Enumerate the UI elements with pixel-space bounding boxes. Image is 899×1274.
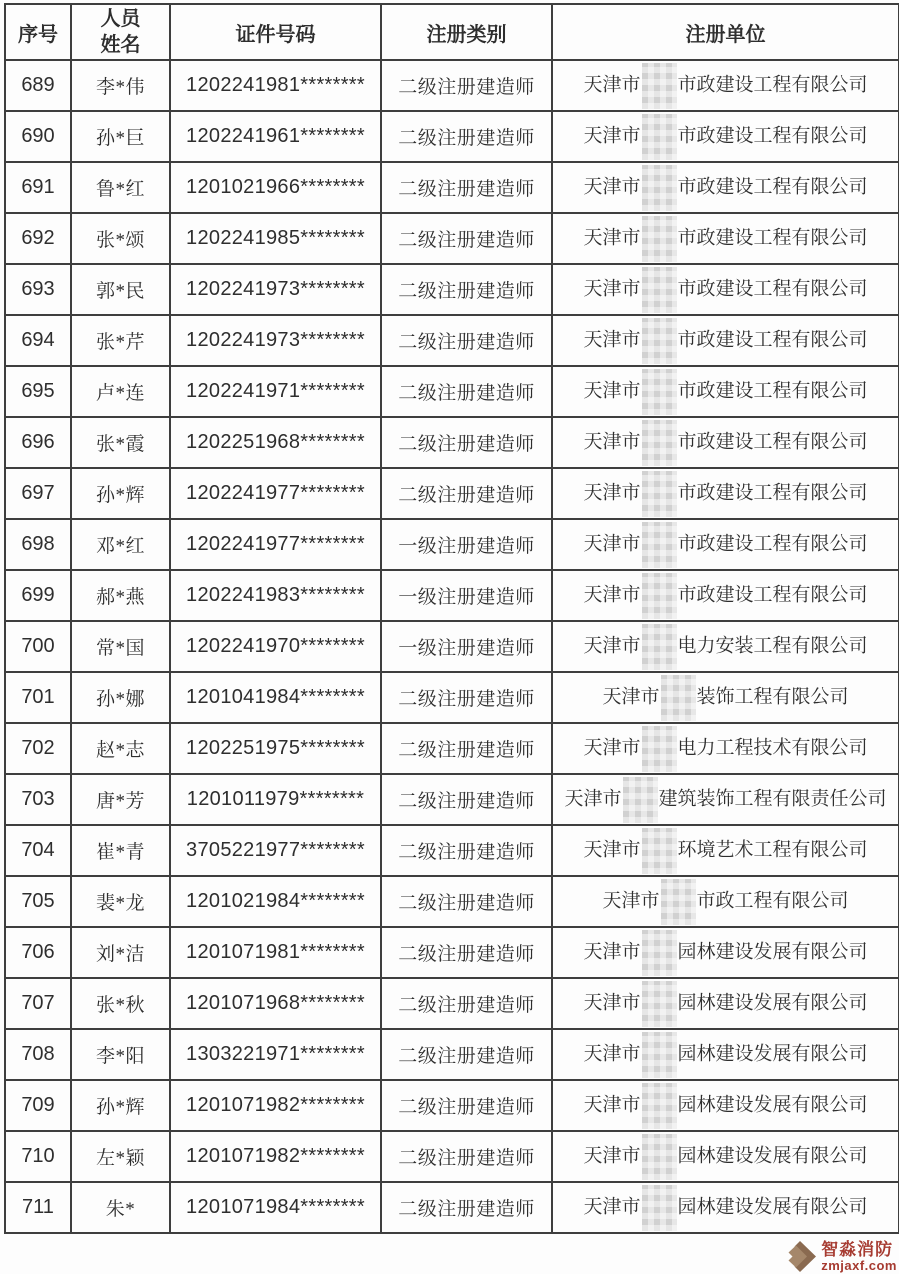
category-cell: 二级注册建造师 [381, 468, 552, 519]
serial-cell: 698 [5, 519, 71, 570]
serial-cell: 696 [5, 417, 71, 468]
table-row [5, 264, 899, 315]
name-cell: 赵*志 [71, 723, 170, 774]
table-row [5, 366, 899, 417]
unit-cell [552, 519, 899, 570]
serial-cell: 710 [5, 1131, 71, 1182]
redaction-blur [642, 573, 677, 619]
zmjaxf-logo-icon [787, 1240, 817, 1273]
col-header-name-line2: 姓名 [100, 34, 141, 56]
redaction-blur [642, 1185, 677, 1231]
serial-cell: 692 [5, 213, 71, 264]
redaction-blur [642, 420, 677, 466]
unit-cell [552, 570, 899, 621]
unit-prefix: 天津市 [583, 1195, 641, 1217]
unit-suffix: 市政建设工程有限公司 [677, 328, 868, 350]
name-cell: 裴*龙 [71, 876, 170, 927]
id-number-cell: 1201011979******** [170, 774, 381, 825]
table-row [5, 60, 899, 111]
id-number-cell: 3705221977******** [170, 825, 381, 876]
unit-suffix: 环境艺术工程有限公司 [677, 838, 868, 860]
name-cell: 张*秋 [71, 978, 170, 1029]
unit-prefix: 天津市 [583, 328, 641, 350]
category-cell: 二级注册建造师 [381, 366, 552, 417]
id-number-cell: 1201071982******** [170, 1131, 381, 1182]
unit-prefix: 天津市 [583, 1042, 641, 1064]
serial-cell: 707 [5, 978, 71, 1029]
redaction-blur [642, 1083, 677, 1129]
unit-suffix: 市政建设工程有限公司 [677, 124, 868, 146]
unit-suffix: 市政建设工程有限公司 [677, 583, 868, 605]
unit-prefix: 天津市 [583, 991, 641, 1013]
id-number-cell: 1202241981******** [170, 60, 381, 111]
category-cell: 二级注册建造师 [381, 723, 552, 774]
table-row [5, 519, 899, 570]
unit-prefix: 天津市 [583, 124, 641, 146]
id-number-cell: 1202241961******** [170, 111, 381, 162]
unit-cell [552, 315, 899, 366]
unit-suffix: 电力工程技术有限公司 [677, 736, 868, 758]
name-cell: 唐*芳 [71, 774, 170, 825]
col-header-id: 证件号码 [170, 4, 381, 60]
unit-cell [552, 417, 899, 468]
unit-cell [552, 111, 899, 162]
watermark-title: 智淼消防 [821, 1239, 894, 1259]
id-number-cell: 1201071968******** [170, 978, 381, 1029]
unit-cell [552, 60, 899, 111]
category-cell: 二级注册建造师 [381, 1182, 552, 1233]
unit-suffix: 市政建设工程有限公司 [677, 379, 868, 401]
table-row [5, 927, 899, 978]
name-cell: 邓*红 [71, 519, 170, 570]
table-row [5, 723, 899, 774]
name-cell: 崔*青 [71, 825, 170, 876]
name-cell: 卢*连 [71, 366, 170, 417]
table-row [5, 417, 899, 468]
table-row [5, 468, 899, 519]
name-cell: 李*阳 [71, 1029, 170, 1080]
unit-prefix: 天津市 [583, 1144, 641, 1166]
unit-cell [552, 774, 899, 825]
unit-suffix: 建筑装饰工程有限责任公司 [658, 787, 887, 809]
table-row [5, 1080, 899, 1131]
name-cell: 张*芹 [71, 315, 170, 366]
unit-suffix: 园林建设发展有限公司 [677, 1093, 868, 1115]
name-cell: 孙*辉 [71, 468, 170, 519]
header-row [5, 4, 899, 60]
unit-cell [552, 825, 899, 876]
category-cell: 二级注册建造师 [381, 1029, 552, 1080]
id-number-cell: 1201071982******** [170, 1080, 381, 1131]
id-number-cell: 1201021984******** [170, 876, 381, 927]
unit-suffix: 电力安装工程有限公司 [677, 634, 868, 656]
redaction-blur [642, 369, 677, 415]
serial-cell: 689 [5, 60, 71, 111]
redaction-blur [642, 1032, 677, 1078]
unit-cell [552, 978, 899, 1029]
unit-cell [552, 264, 899, 315]
unit-suffix: 市政建设工程有限公司 [677, 481, 868, 503]
table-row [5, 825, 899, 876]
unit-prefix: 天津市 [583, 1093, 641, 1115]
name-cell: 孙*辉 [71, 1080, 170, 1131]
unit-cell [552, 213, 899, 264]
unit-prefix: 天津市 [583, 175, 641, 197]
category-cell: 二级注册建造师 [381, 111, 552, 162]
unit-prefix: 天津市 [583, 226, 641, 248]
table-row [5, 1131, 899, 1182]
table-row [5, 774, 899, 825]
unit-suffix: 园林建设发展有限公司 [677, 1144, 868, 1166]
watermark-text [821, 1241, 897, 1272]
category-cell: 二级注册建造师 [381, 876, 552, 927]
serial-cell: 690 [5, 111, 71, 162]
table-row [5, 111, 899, 162]
id-number-cell: 1202241977******** [170, 468, 381, 519]
table-row [5, 1182, 899, 1233]
unit-cell [552, 1131, 899, 1182]
serial-cell: 694 [5, 315, 71, 366]
document-page [0, 3, 899, 1274]
serial-cell: 705 [5, 876, 71, 927]
redaction-blur [642, 216, 677, 262]
name-cell: 左*颖 [71, 1131, 170, 1182]
serial-cell: 704 [5, 825, 71, 876]
category-cell: 一级注册建造师 [381, 519, 552, 570]
redaction-blur [642, 828, 677, 874]
unit-suffix: 装饰工程有限公司 [696, 685, 849, 707]
id-number-cell: 1202251975******** [170, 723, 381, 774]
category-cell: 二级注册建造师 [381, 60, 552, 111]
id-number-cell: 1202241973******** [170, 315, 381, 366]
unit-cell [552, 162, 899, 213]
redaction-blur [642, 624, 677, 670]
category-cell: 一级注册建造师 [381, 621, 552, 672]
unit-prefix: 天津市 [583, 379, 641, 401]
unit-suffix: 市政工程有限公司 [696, 889, 849, 911]
id-number-cell: 1202241971******** [170, 366, 381, 417]
id-number-cell: 1201041984******** [170, 672, 381, 723]
col-header-unit: 注册单位 [552, 4, 899, 60]
category-cell: 二级注册建造师 [381, 315, 552, 366]
redaction-blur [661, 675, 696, 721]
unit-prefix: 天津市 [583, 736, 641, 758]
unit-prefix: 天津市 [583, 481, 641, 503]
table-row [5, 672, 899, 723]
redaction-blur [642, 471, 677, 517]
unit-cell [552, 876, 899, 927]
table-row [5, 315, 899, 366]
table-row [5, 570, 899, 621]
registry-table [4, 3, 899, 1234]
name-cell: 常*国 [71, 621, 170, 672]
redaction-blur [642, 318, 677, 364]
col-header-name-line1: 人员 [100, 8, 141, 30]
unit-prefix: 天津市 [583, 430, 641, 452]
table-row [5, 213, 899, 264]
unit-suffix: 园林建设发展有限公司 [677, 991, 868, 1013]
redaction-blur [642, 522, 677, 568]
unit-cell [552, 1182, 899, 1233]
name-cell: 李*伟 [71, 60, 170, 111]
unit-prefix: 天津市 [583, 940, 641, 962]
serial-cell: 709 [5, 1080, 71, 1131]
unit-prefix: 天津市 [602, 889, 660, 911]
category-cell: 二级注册建造师 [381, 927, 552, 978]
name-cell: 郝*燕 [71, 570, 170, 621]
redaction-blur [642, 165, 677, 211]
unit-suffix: 市政建设工程有限公司 [677, 73, 868, 95]
name-cell: 孙*巨 [71, 111, 170, 162]
unit-cell [552, 927, 899, 978]
table-row [5, 876, 899, 927]
serial-cell: 706 [5, 927, 71, 978]
category-cell: 二级注册建造师 [381, 978, 552, 1029]
unit-suffix: 市政建设工程有限公司 [677, 532, 868, 554]
category-cell: 二级注册建造师 [381, 417, 552, 468]
category-cell: 二级注册建造师 [381, 672, 552, 723]
table-row [5, 621, 899, 672]
unit-prefix: 天津市 [583, 532, 641, 554]
serial-cell: 697 [5, 468, 71, 519]
unit-prefix: 天津市 [583, 634, 641, 656]
unit-suffix: 市政建设工程有限公司 [677, 430, 868, 452]
redaction-blur [642, 981, 677, 1027]
table-body [5, 60, 899, 1233]
serial-cell: 708 [5, 1029, 71, 1080]
id-number-cell: 1201021966******** [170, 162, 381, 213]
category-cell: 二级注册建造师 [381, 1131, 552, 1182]
id-number-cell: 1201071984******** [170, 1182, 381, 1233]
category-cell: 二级注册建造师 [381, 264, 552, 315]
category-cell: 二级注册建造师 [381, 825, 552, 876]
id-number-cell: 1303221971******** [170, 1029, 381, 1080]
id-number-cell: 1202241973******** [170, 264, 381, 315]
id-number-cell: 1202241985******** [170, 213, 381, 264]
unit-prefix: 天津市 [564, 787, 622, 809]
name-cell: 张*颂 [71, 213, 170, 264]
redaction-blur [642, 114, 677, 160]
redaction-blur [642, 267, 677, 313]
serial-cell: 691 [5, 162, 71, 213]
id-number-cell: 1202241983******** [170, 570, 381, 621]
id-number-cell: 1201071981******** [170, 927, 381, 978]
watermark-url: zmjaxf.com [821, 1257, 897, 1273]
unit-cell [552, 621, 899, 672]
unit-prefix: 天津市 [583, 73, 641, 95]
serial-cell: 702 [5, 723, 71, 774]
unit-cell [552, 1029, 899, 1080]
unit-cell [552, 672, 899, 723]
col-header-serial: 序号 [5, 4, 71, 60]
category-cell: 一级注册建造师 [381, 570, 552, 621]
id-number-cell: 1202241977******** [170, 519, 381, 570]
watermark [782, 1238, 899, 1274]
serial-cell: 700 [5, 621, 71, 672]
serial-cell: 699 [5, 570, 71, 621]
redaction-blur [623, 777, 658, 823]
unit-suffix: 市政建设工程有限公司 [677, 175, 868, 197]
serial-cell: 693 [5, 264, 71, 315]
unit-prefix: 天津市 [583, 838, 641, 860]
name-cell: 刘*洁 [71, 927, 170, 978]
category-cell: 二级注册建造师 [381, 774, 552, 825]
serial-cell: 703 [5, 774, 71, 825]
unit-suffix: 园林建设发展有限公司 [677, 1195, 868, 1217]
unit-prefix: 天津市 [583, 583, 641, 605]
redaction-blur [642, 63, 677, 109]
unit-cell [552, 468, 899, 519]
table-row [5, 162, 899, 213]
unit-prefix: 天津市 [583, 277, 641, 299]
serial-cell: 711 [5, 1182, 71, 1233]
unit-cell [552, 1080, 899, 1131]
unit-cell [552, 723, 899, 774]
category-cell: 二级注册建造师 [381, 213, 552, 264]
redaction-blur [661, 879, 696, 925]
name-cell: 郭*民 [71, 264, 170, 315]
name-cell: 张*霞 [71, 417, 170, 468]
name-cell: 朱* [71, 1182, 170, 1233]
unit-suffix: 园林建设发展有限公司 [677, 940, 868, 962]
name-cell: 孙*娜 [71, 672, 170, 723]
serial-cell: 695 [5, 366, 71, 417]
unit-suffix: 园林建设发展有限公司 [677, 1042, 868, 1064]
col-header-name [71, 4, 170, 60]
redaction-blur [642, 930, 677, 976]
id-number-cell: 1202241970******** [170, 621, 381, 672]
name-cell: 鲁*红 [71, 162, 170, 213]
unit-cell [552, 366, 899, 417]
table-row [5, 1029, 899, 1080]
table-header [5, 4, 899, 60]
category-cell: 二级注册建造师 [381, 1080, 552, 1131]
col-header-category: 注册类别 [381, 4, 552, 60]
table-row [5, 978, 899, 1029]
redaction-blur [642, 726, 677, 772]
unit-suffix: 市政建设工程有限公司 [677, 277, 868, 299]
unit-prefix: 天津市 [602, 685, 660, 707]
unit-suffix: 市政建设工程有限公司 [677, 226, 868, 248]
redaction-blur [642, 1134, 677, 1180]
category-cell: 二级注册建造师 [381, 162, 552, 213]
id-number-cell: 1202251968******** [170, 417, 381, 468]
serial-cell: 701 [5, 672, 71, 723]
